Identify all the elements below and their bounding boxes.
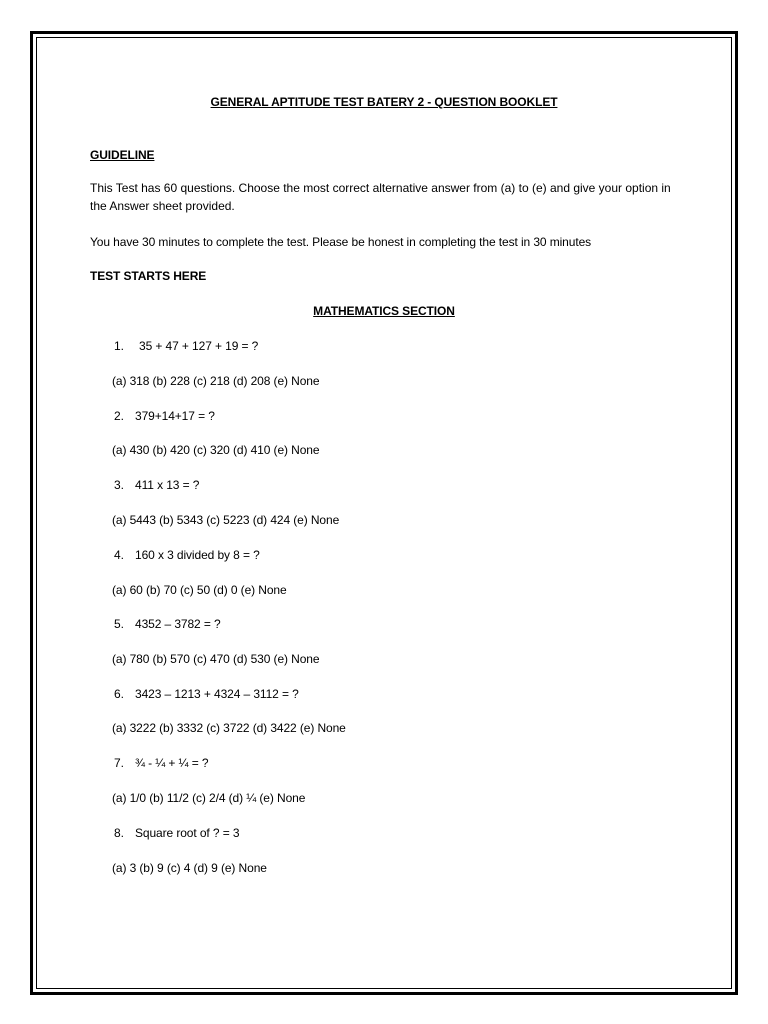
question-number: 2. — [114, 409, 124, 423]
question-text: 3423 – 1213 + 4324 – 3112 = ? — [135, 687, 299, 701]
question-number: 3. — [114, 478, 124, 492]
question-options: (a) 1/0 (b) 11/2 (c) 2/4 (d) ¼ (e) None — [112, 791, 306, 805]
question-number: 5. — [114, 617, 124, 631]
question-text: ¾ - ¼ + ¼ = ? — [135, 756, 209, 770]
question-text: 4352 – 3782 = ? — [135, 617, 221, 631]
time-instruction: You have 30 minutes to complete the test. Please be honest in completing the test in 30 minutes — [90, 235, 592, 249]
question-number: 8. — [114, 826, 124, 840]
guideline-text: This Test has 60 questions. Choose the most correct alternative answer from (a) to (e) and give your option in the Answer sheet provided. — [90, 181, 671, 213]
section-title: MATHEMATICS SECTION — [313, 304, 455, 318]
booklet-title: GENERAL APTITUDE TEST BATERY 2 - QUESTION BOOKLET — [210, 95, 558, 109]
question-options: (a) 318 (b) 228 (c) 218 (d) 208 (e) None — [112, 374, 320, 388]
question-number: 6. — [114, 687, 124, 701]
question-text: 160 x 3 divided by 8 = ? — [135, 548, 260, 562]
question-options: (a) 780 (b) 570 (c) 470 (d) 530 (e) None — [112, 652, 320, 666]
question-options: (a) 60 (b) 70 (c) 50 (d) 0 (e) None — [112, 583, 287, 597]
question-text: 379+14+17 = ? — [135, 409, 215, 423]
question-options: (a) 5443 (b) 5343 (c) 5223 (d) 424 (e) None — [112, 513, 340, 527]
question-number: 1. — [114, 339, 124, 353]
question-text: 35 + 47 + 127 + 19 = ? — [139, 339, 259, 353]
question-options: (a) 430 (b) 420 (c) 320 (d) 410 (e) None — [112, 443, 320, 457]
question-number: 7. — [114, 756, 124, 770]
question-options: (a) 3222 (b) 3332 (c) 3722 (d) 3422 (e) None — [112, 721, 346, 735]
test-starts-label: TEST STARTS HERE — [90, 269, 207, 283]
question-options: (a) 3 (b) 9 (c) 4 (d) 9 (e) None — [112, 861, 267, 875]
question-number: 4. — [114, 548, 124, 562]
question-text: Square root of ? = 3 — [135, 826, 240, 840]
guideline-heading: GUIDELINE — [90, 148, 155, 162]
question-text: 411 x 13 = ? — [135, 478, 200, 492]
